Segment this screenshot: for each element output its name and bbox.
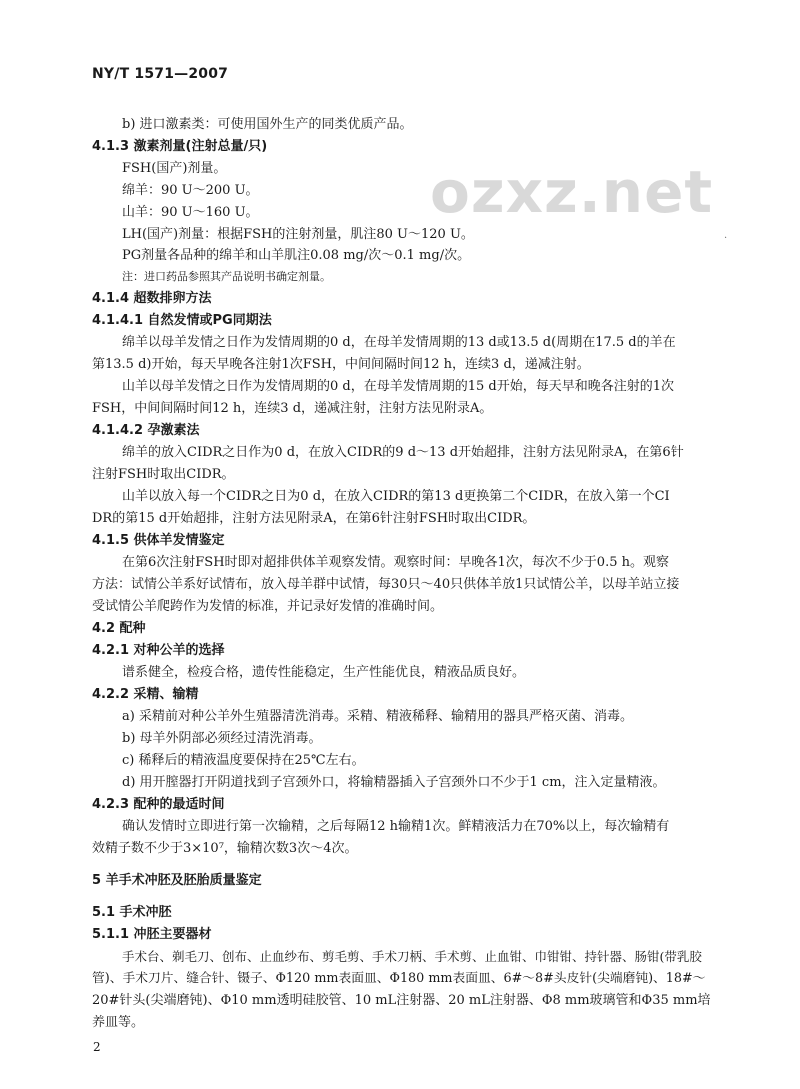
list-item: c) 稀释后的精液温度要保持在25℃左右。: [122, 753, 365, 768]
text-line: FSH，中间间隔时间12 h，连续3 d，递减注射，注射方法见附录A。: [92, 401, 493, 416]
section-heading: 4.1.4.2 孕激素法: [92, 423, 200, 438]
text-line: 20#针头(尖端磨钝)、Φ10 mm透明硅胶管、10 mL注射器、20 mL注射器、Φ8 mm玻璃管和Φ35 mm培: [92, 993, 711, 1008]
text-line: LH(国产)剂量：根据FSH的注射剂量，肌注80 U～120 U。: [122, 227, 474, 242]
text-line: 手术台、剃毛刀、创布、止血纱布、剪毛剪、手术刀柄、手术剪、止血钳、巾钳钳、持针器、肠钳(带乳胶: [122, 949, 702, 964]
text-line: 第13.5 d)开始，每天早晚各注射1次FSH，中间间隔时间12 h，连续3 d，递减注射。: [92, 357, 590, 372]
margin-mark: ·: [724, 233, 728, 244]
section-heading: 4.2.3 配种的最适时间: [92, 797, 225, 812]
text-line: 绵羊的放入CIDR之日作为0 d，在放入CIDR的9 d～13 d开始超排，注射方法见附录A，在第6针: [122, 445, 684, 460]
list-item: b) 母羊外阴部必须经过清洗消毒。: [122, 731, 322, 746]
standard-code: NY/T 1571—2007: [92, 66, 229, 82]
section-heading: 5.1 手术冲胚: [92, 905, 172, 920]
watermark: ozxz.net: [430, 158, 714, 226]
text-line: 管)、手术刀片、缝合针、镊子、Φ120 mm表面皿、Φ180 mm表面皿、6#～8#头皮针(尖端磨钝)、18#～: [92, 971, 706, 986]
text-line: 方法：试情公羊系好试情布，放入母羊群中试情，每30只～40只供体羊放1只试情公羊，以母羊站立接: [92, 577, 680, 592]
section-heading: 4.2.1 对种公羊的选择: [92, 643, 225, 658]
text-line: PG剂量各品种的绵羊和山羊肌注0.08 mg/次～0.1 mg/次。: [122, 248, 471, 263]
text-line: 受试情公羊爬跨作为发情的标准，并记录好发情的准确时间。: [92, 599, 444, 614]
text-line: 绵羊：90 U～200 U。: [122, 183, 259, 198]
chapter-heading: 5 羊手术冲胚及胚胎质量鉴定: [92, 873, 262, 888]
section-heading: 4.1.5 供体羊发情鉴定: [92, 533, 225, 548]
section-heading: 4.1.3 激素剂量(注射总量/只): [92, 139, 268, 154]
note-line: 注：进口药品参照其产品说明书确定剂量。: [122, 270, 331, 283]
section-heading: 4.2.2 采精、输精: [92, 687, 199, 702]
text-line: 山羊以母羊发情之日作为发情周期的0 d，在母羊发情周期的15 d开始，每天早和晚各注射的1次: [122, 379, 674, 394]
text-line: FSH(国产)剂量。: [122, 161, 227, 176]
text-line: 谱系健全，检疫合格，遗传性能稳定，生产性能优良，精液品质良好。: [122, 665, 526, 680]
section-heading: 4.2 配种: [92, 621, 146, 636]
text-line: 山羊：90 U～160 U。: [122, 205, 259, 220]
section-heading: 5.1.1 冲胚主要器材: [92, 927, 212, 942]
text-line: 注射FSH时取出CIDR。: [92, 467, 235, 482]
section-heading: 4.1.4.1 自然发情或PG同期法: [92, 313, 272, 328]
list-item: d) 用开膣器打开阴道找到子宫颈外口，将输精器插入子宫颈外口不少于1 cm，注入定量精液。: [122, 775, 666, 790]
text-line: 养皿等。: [92, 1015, 145, 1030]
list-item: a) 采精前对种公羊外生殖器清洗消毒。采精、精液稀释、输精用的器具严格灭菌、消毒。: [122, 709, 633, 724]
section-heading: 4.1.4 超数排卵方法: [92, 291, 212, 306]
page-number: 2: [93, 1040, 101, 1054]
text-line: 效精子数不少于3×10⁷，输精次数3次～4次。: [92, 841, 358, 856]
text-line: 山羊以放入每一个CIDR之日为0 d，在放入CIDR的第13 d更换第二个CIDR，在放入第一个CI: [122, 489, 670, 504]
text-line: 绵羊以母羊发情之日作为发情周期的0 d，在母羊发情周期的13 d或13.5 d(周期在17.5 d的羊在: [122, 335, 676, 350]
text-line: b) 进口激素类：可使用国外生产的同类优质产品。: [122, 117, 413, 132]
text-line: 在第6次注射FSH时即对超排供体羊观察发情。观察时间：早晚各1次，每次不少于0.5 h。观察: [122, 555, 669, 570]
text-line: 确认发情时立即进行第一次输精，之后每隔12 h输精1次。鲜精液活力在70%以上，每次输精有: [122, 819, 670, 834]
text-line: DR的第15 d开始超排，注射方法见附录A，在第6针注射FSH时取出CIDR。: [92, 511, 536, 526]
